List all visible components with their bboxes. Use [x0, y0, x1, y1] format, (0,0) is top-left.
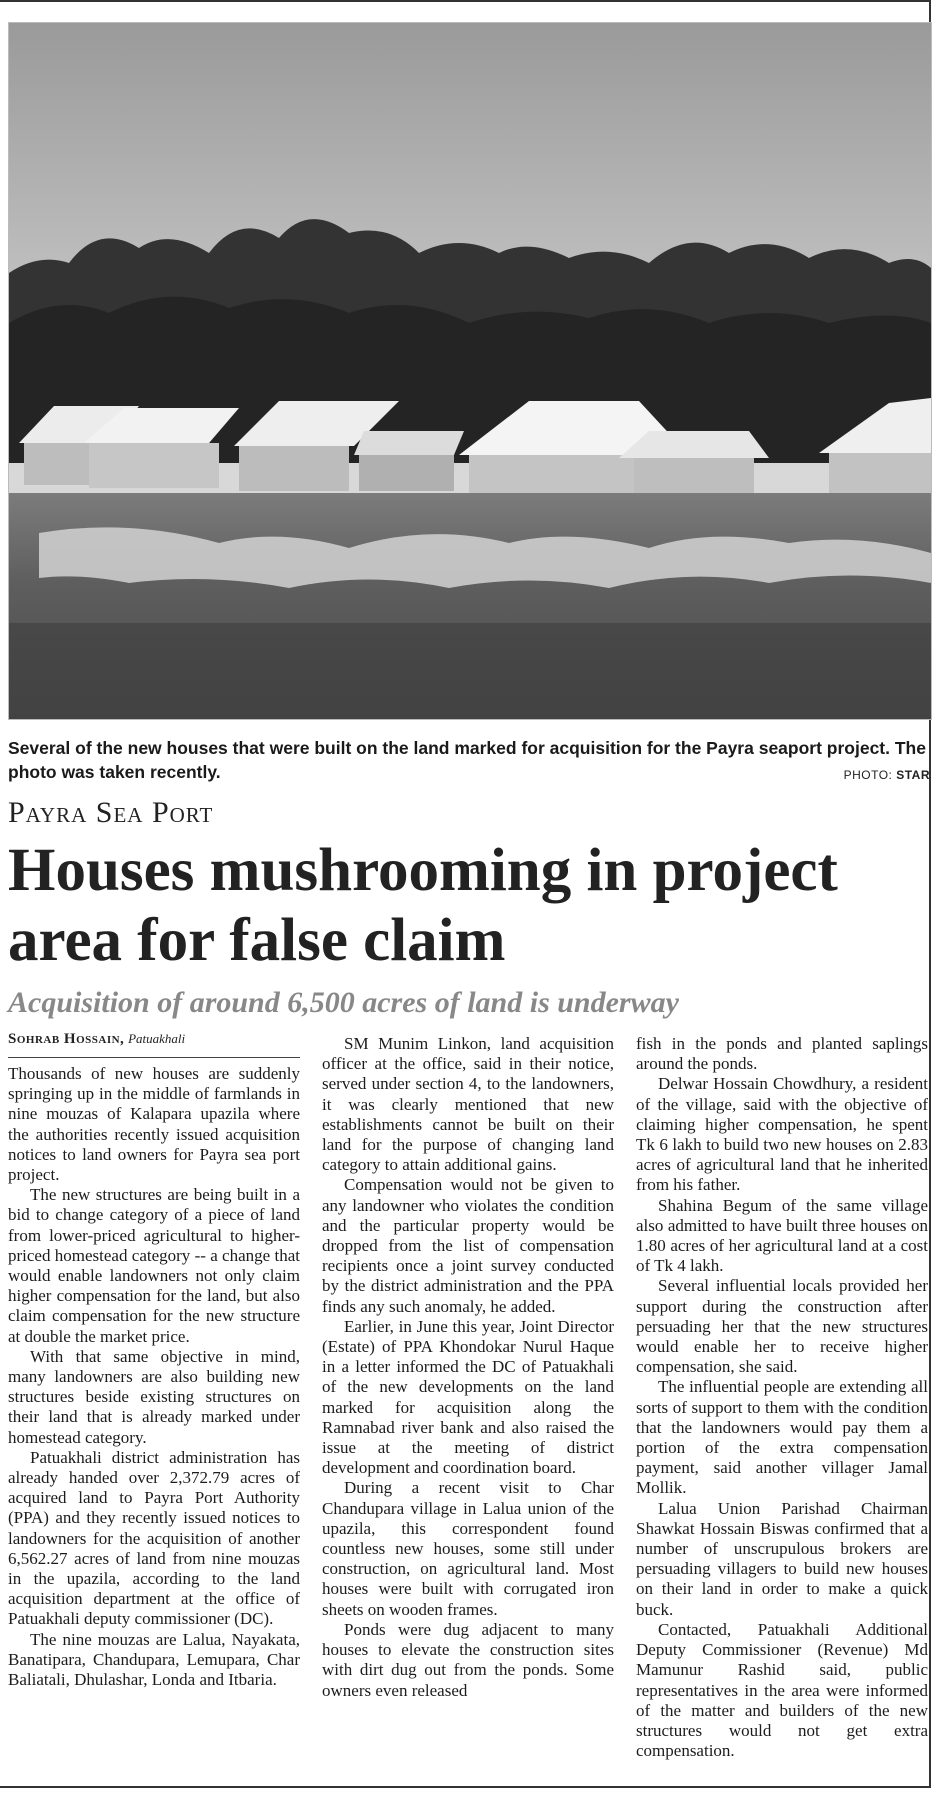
bottom-rule [0, 1786, 930, 1788]
headline: Houses mushrooming in project area for false claim [8, 837, 838, 974]
subheadline: Acquisition of around 6,500 acres of land is underway [8, 986, 679, 1019]
section-kicker: Payra Sea Port [8, 796, 214, 829]
photo-credit-label: PHOTO: [843, 768, 893, 782]
paragraph: SM Munim Linkon, land acquisition officer at the office, said in their notice, served under section 4, to the landowners, it was clearly mentioned that new establishments cannot be built on their land for the purpose of changing land category to attain additional gains. [322, 1034, 614, 1175]
paragraph: Thousands of new houses are suddenly springing up in the middle of farmlands in nine mouzas of Kalapara upazila where the authorities recently issued acquisition notices to land owners for Payra sea port project. [8, 1064, 300, 1185]
byline-name: Sohrab Hossain, [8, 1031, 125, 1047]
byline-rule [8, 1057, 300, 1058]
article-column-2 [322, 1034, 614, 1786]
photo-credit [844, 768, 930, 782]
photo-credit-source: STAR [896, 768, 930, 782]
paragraph: During a recent visit to Char Chandupara village in Lalua union of the upazila, this correspondent found countless new houses, some still under construction, on agricultural land. Most houses were built with corrugated iron sheets on wooden frames. [322, 1478, 614, 1619]
article-column-3 [636, 1034, 928, 1786]
paragraph: Earlier, in June this year, Joint Director (Estate) of PPA Khondokar Nurul Haque in a letter informed the DC of Patuakhali of the new developments on the land marked for acquisition along the Ramnabad river bank and also raised the issue at the meeting of district development and coordination board. [322, 1316, 614, 1478]
paragraph: Ponds were dug adjacent to many houses to elevate the construction sites with dirt dug out from the ponds. Some owners even released [322, 1619, 614, 1700]
byline-place: Patuakhali [128, 1031, 186, 1046]
paragraph: Contacted, Patuakhali Additional Deputy Commissioner (Revenue) Md Mamunur Rashid said, public representatives in the area were informed of the matter and builders of the new structures would not get extra compensation. [636, 1619, 928, 1761]
paragraph: Compensation would not be given to any landowner who violates the condition and the particular property would be dropped from the list of compensation recipients once a joint survey conducted by the district administration and the PPA finds any such anomaly, he added. [322, 1175, 614, 1316]
paragraph: fish in the ponds and planted saplings around the ponds. [636, 1034, 928, 1074]
paragraph: The new structures are being built in a bid to change category of a piece of land from lower-priced agricultural to higher-priced homestead category -- a change that would enable landowners not only claim higher compensation for the land, but also claim compensation for the new structure at double the market price. [8, 1185, 300, 1346]
article-column-1 [8, 1064, 300, 1786]
paragraph: Shahina Begum of the same village also admitted to have built three houses on 1.80 acres of her agricultural land at a cost of Tk 4 lakh. [636, 1195, 928, 1276]
paragraph: With that same objective in mind, many landowners are also building new structures beside existing structures on their land that is already marked under homestead category. [8, 1346, 300, 1447]
paragraph: Lalua Union Parishad Chairman Shawkat Hossain Biswas confirmed that a number of unscrupulous brokers are persuading villagers to build new houses on their land in order to make a quick buck. [636, 1498, 928, 1619]
houses-photo [8, 22, 932, 720]
photo-caption: Several of the new houses that were built on the land marked for acquisition for the Payra seaport project. The photo was taken recently. [8, 738, 926, 782]
paragraph: Several influential locals provided her support during the construction after persuading her that the new structures would enable her to receive higher compensation, she said. [636, 1276, 928, 1377]
paragraph: Patuakhali district administration has already handed over 2,372.79 acres of acquired land to Payra Port Authority (PPA) and they recently issued notices to landowners for the acquisition of another 6,562.27 acres of land from nine mouzas in the upazila, according to the land acquisition department at the office of Patuakhali deputy commissioner (DC). [8, 1447, 300, 1629]
paragraph: Delwar Hossain Chowdhury, a resident of the village, said with the objective of claiming higher compensation, he spent Tk 6 lakh to build two new houses on 2.83 acres of agricultural land that he inherited from his father. [636, 1074, 928, 1195]
top-rule [0, 0, 930, 2]
houses-photo-icon [9, 23, 931, 719]
paragraph: The nine mouzas are Lalua, Nayakata, Banatipara, Chandupara, Lemupara, Char Baliatali, Dhulashar, Londa and Itbaria. [8, 1629, 300, 1690]
byline [8, 1031, 300, 1048]
paragraph: The influential people are extending all sorts of support to them with the condition that the landowners would pay them a portion of the extra compensation payment, said another villager Jamal Mollik. [636, 1377, 928, 1498]
